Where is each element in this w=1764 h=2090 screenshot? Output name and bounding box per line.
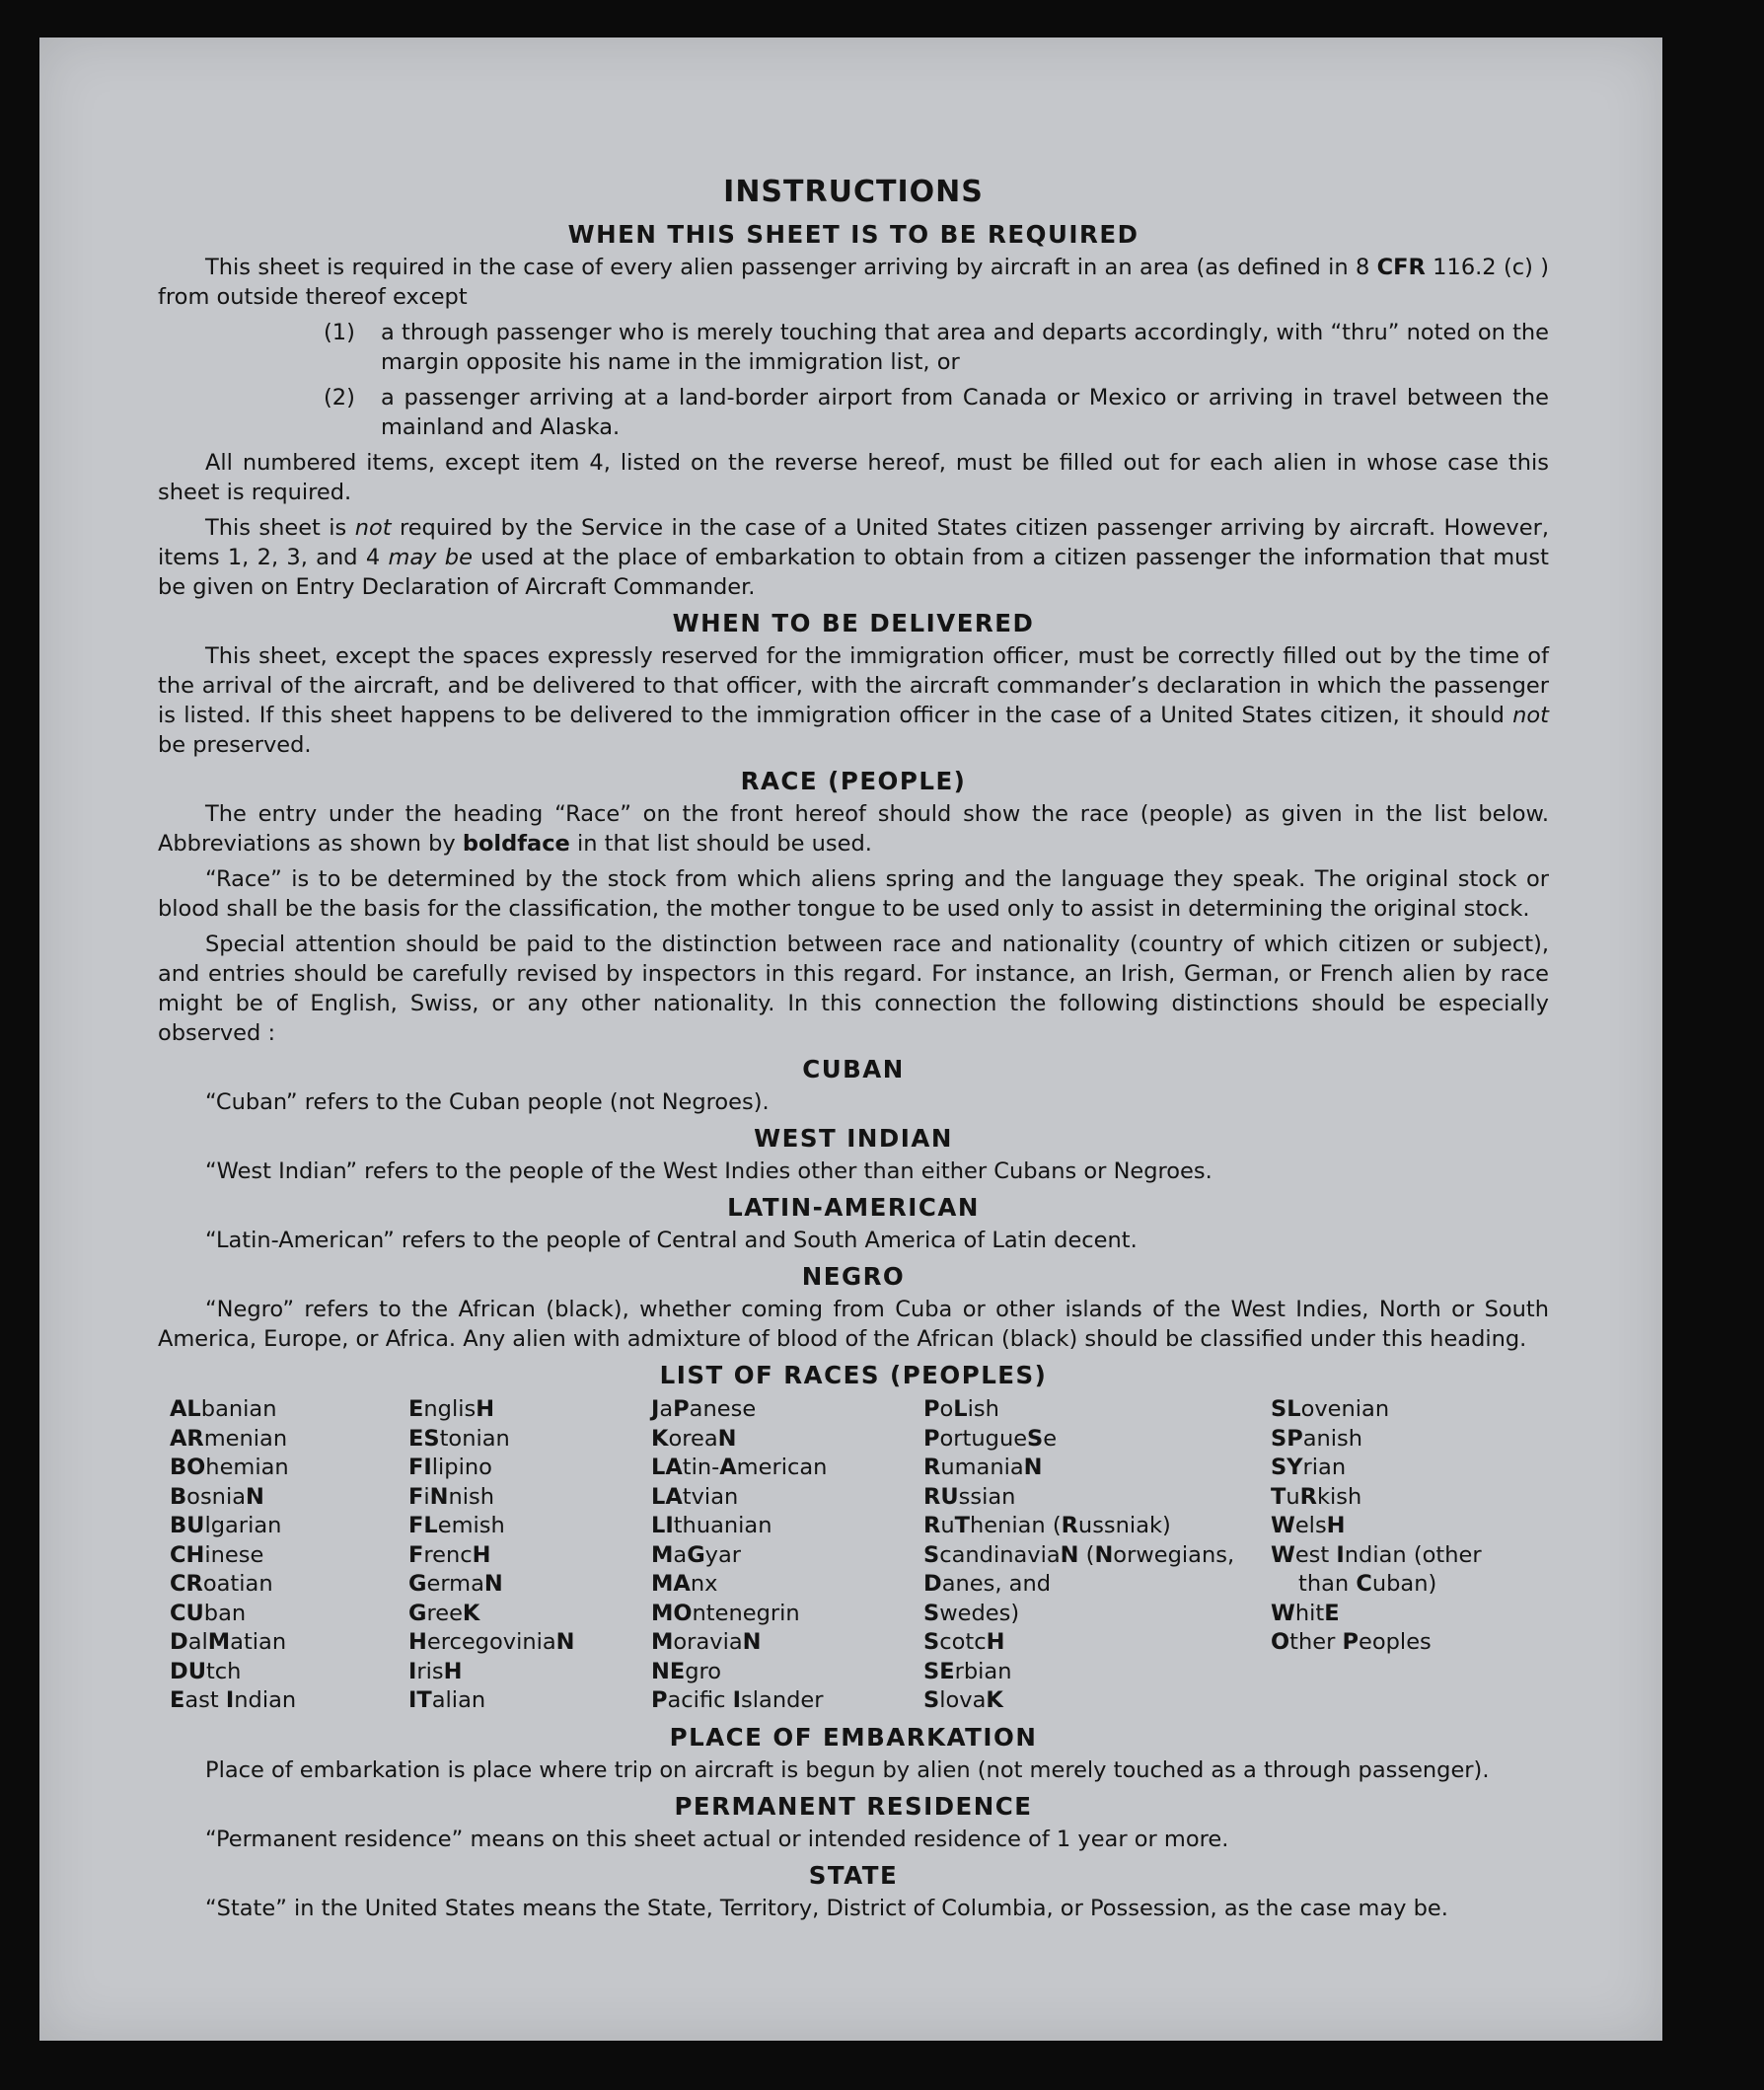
race-paragraph-3: Special attention should be paid to the distinction between race and nationality (country of which citizen or subject), and entries should be carefully revised by inspectors in this regard. For instance, an Irish, German, or French alien by race might be of English, Swiss, or any other nationality. In this connection the following distinctions should be especially observed : <box>158 932 1549 1046</box>
heading-west-indian: WEST INDIAN <box>754 1124 953 1153</box>
race-entry: ScandinaviaN (Norwegians, <box>923 1541 1235 1568</box>
race-entry: FLemish <box>408 1513 505 1538</box>
citizen-paragraph: This sheet is not required by the Service in the case of a United States citizen passenger arriving by aircraft. However, items 1, 2, 3, and 4 may be used at the place of embarkation to obtain from a citizen passenger the information that must be given on Entry Declaration of Aircraft Commander. <box>158 515 1549 600</box>
race-column <box>1271 1395 1537 1716</box>
heading-when-delivered: WHEN TO BE DELIVERED <box>672 609 1035 637</box>
race-entry: East Indian <box>170 1687 297 1713</box>
negro-text: “Negro” refers to the African (black), whether coming from Cuba or other islands of the West Indies, North or South America, Europe, or Africa. Any alien with admixture of blood of the African (black) should be classified under this heading. <box>158 1297 1549 1352</box>
document-sheet <box>39 37 1662 2041</box>
race-entry: BUlgarian <box>170 1513 282 1538</box>
page-title: INSTRUCTIONS <box>723 175 984 209</box>
race-entry: BosniaN <box>170 1483 264 1510</box>
race-entry: MaGyar <box>651 1541 742 1568</box>
race-entry: PoLish <box>923 1396 999 1422</box>
race-entry: WelsH <box>1271 1513 1346 1538</box>
heading-embarkation: PLACE OF EMBARKATION <box>669 1722 1038 1752</box>
race-paragraph-2: “Race” is to be determined by the stock from which aliens spring and the language they speak. The original stock or blood shall be the basis for the classification, the mother tongue to be used only to assist in determining the original stock. <box>158 866 1549 922</box>
race-entry: ARmenian <box>170 1425 288 1452</box>
race-entry: LIthuanian <box>651 1513 772 1538</box>
race-entry: SLovenian <box>1271 1396 1390 1422</box>
heading-race: RACE (PEOPLE) <box>740 767 967 795</box>
race-entry: CRoatian <box>170 1571 273 1597</box>
exception-item-2 <box>158 383 1549 442</box>
race-column <box>408 1395 651 1716</box>
race-entry: EnglisH <box>408 1396 495 1422</box>
race-column <box>651 1395 923 1716</box>
race-entry: than Cuban) <box>1298 1571 1437 1597</box>
race-entry: GermaN <box>408 1571 503 1597</box>
race-entry: FIlipino <box>408 1455 492 1480</box>
exception-text: a through passenger who is merely touching that area and departs accordingly, with “thru” noted on the margin opposite his name in the immigration list, or <box>381 320 1549 375</box>
race-entry: Danes, and <box>923 1571 1051 1597</box>
race-entry: MoraviaN <box>651 1629 762 1655</box>
race-entry: TuRkish <box>1271 1483 1362 1510</box>
race-entry: EStonian <box>408 1425 510 1452</box>
race-entry: SlovaK <box>923 1687 1003 1713</box>
race-entry: Other Peoples <box>1271 1629 1432 1655</box>
race-entry: CHinese <box>170 1541 264 1568</box>
race-entry: FiNnish <box>408 1483 495 1510</box>
heading-state: STATE <box>808 1860 899 1890</box>
exception-item-1 <box>158 318 1549 377</box>
exception-text: a passenger arriving at a land-border airport from Canada or Mexico or arriving in travel between the mainland and Alaska. <box>381 385 1549 440</box>
residence-text: “Permanent residence” means on this sheet actual or intended residence of 1 year or more. <box>205 1826 1229 1852</box>
race-entry: FrencH <box>408 1541 491 1568</box>
race-entry: CUban <box>170 1600 247 1626</box>
numbered-items-paragraph: All numbered items, except item 4, listed on the reverse hereof, must be filled out for each alien in whose case this sheet is required. <box>158 450 1549 505</box>
heading-residence: PERMANENT RESIDENCE <box>674 1791 1033 1821</box>
race-entry: DalMatian <box>170 1629 287 1655</box>
race-entry: RuThenian (Russniak) <box>923 1513 1171 1538</box>
race-paragraph-1: The entry under the heading “Race” on the front hereof should show the race (people) as given in the list below. Abbreviations as shown by boldface in that list should be used. <box>158 801 1549 857</box>
race-entry: JaPanese <box>651 1396 757 1422</box>
race-list <box>170 1395 1549 1716</box>
race-entry: Pacifc Islander <box>651 1687 824 1713</box>
race-entry: BOhemian <box>170 1455 289 1480</box>
instructions-body <box>158 174 1549 1929</box>
race-entry: HercegoviniaN <box>408 1629 575 1655</box>
race-entry: DUtch <box>170 1658 242 1684</box>
race-entry: Swedes) <box>923 1600 1020 1626</box>
exception-number: (2) <box>324 385 355 411</box>
heading-negro: NEGRO <box>801 1262 906 1291</box>
race-entry: SErbian <box>923 1658 1012 1684</box>
race-entry: MOntenegrin <box>651 1600 800 1626</box>
race-entry: ALbanian <box>170 1396 277 1422</box>
when-required-intro: This sheet is required in the case of every alien passenger arriving by aircraft in an area (as defined in 8 CFR 116.2 (c) ) from outside thereof except <box>158 255 1549 310</box>
race-column <box>923 1395 1271 1716</box>
heading-list-of-races: LIST OF RACES (PEOPLES) <box>659 1361 1048 1389</box>
race-column <box>170 1395 408 1716</box>
embarkation-text: Place of embarkation is place where trip on aircraft is begun by alien (not merely touched as a through passenger). <box>205 1756 1490 1783</box>
race-entry: West Indian (other <box>1271 1541 1482 1568</box>
race-entry: IrisH <box>408 1658 463 1684</box>
heading-when-required: WHEN THIS SHEET IS TO BE REQUIRED <box>567 220 1139 249</box>
race-entry: ITalian <box>408 1687 486 1713</box>
state-text: “State” in the United States means the State, Territory, District of Columbia, or Possession, as the case may be. <box>205 1895 1448 1921</box>
race-entry: MAnx <box>651 1571 718 1597</box>
race-entry: PortugueSe <box>923 1425 1058 1452</box>
race-entry: RUssian <box>923 1483 1016 1510</box>
heading-latin-american: LATIN-AMERICAN <box>727 1193 980 1222</box>
west-indian-text: “West Indian” refers to the people of the West Indies other than either Cubans or Negroes. <box>205 1158 1213 1184</box>
cuban-text: “Cuban” refers to the Cuban people (not Negroes). <box>205 1089 770 1115</box>
race-entry: LAtin-American <box>651 1455 828 1480</box>
race-entry: SPanish <box>1271 1425 1363 1452</box>
race-entry: ScotcH <box>923 1629 1005 1655</box>
latin-american-text: “Latin-American” refers to the people of Central and South America of Latin decent. <box>205 1228 1138 1253</box>
race-entry: LAtvian <box>651 1483 739 1510</box>
race-entry: WhitE <box>1271 1600 1340 1626</box>
race-entry: SYrian <box>1271 1455 1347 1480</box>
when-delivered-text: This sheet, except the spaces expressly reserved for the immigration officer, must be correctly filled out by the time of the arrival of the aircraft, and be delivered to that officer, with the aircraft commander’s declaration in which the passenger is listed. If this sheet happens to be delivered to the immigration officer in the case of a United States citizen, it should not be preserved. <box>158 643 1549 758</box>
race-entry: GreeK <box>408 1600 480 1626</box>
race-entry: KoreaN <box>651 1425 737 1452</box>
exception-number: (1) <box>324 320 355 345</box>
race-entry: NEgro <box>651 1658 722 1684</box>
heading-cuban: CUBAN <box>802 1055 905 1083</box>
race-entry: RumaniaN <box>923 1455 1043 1480</box>
